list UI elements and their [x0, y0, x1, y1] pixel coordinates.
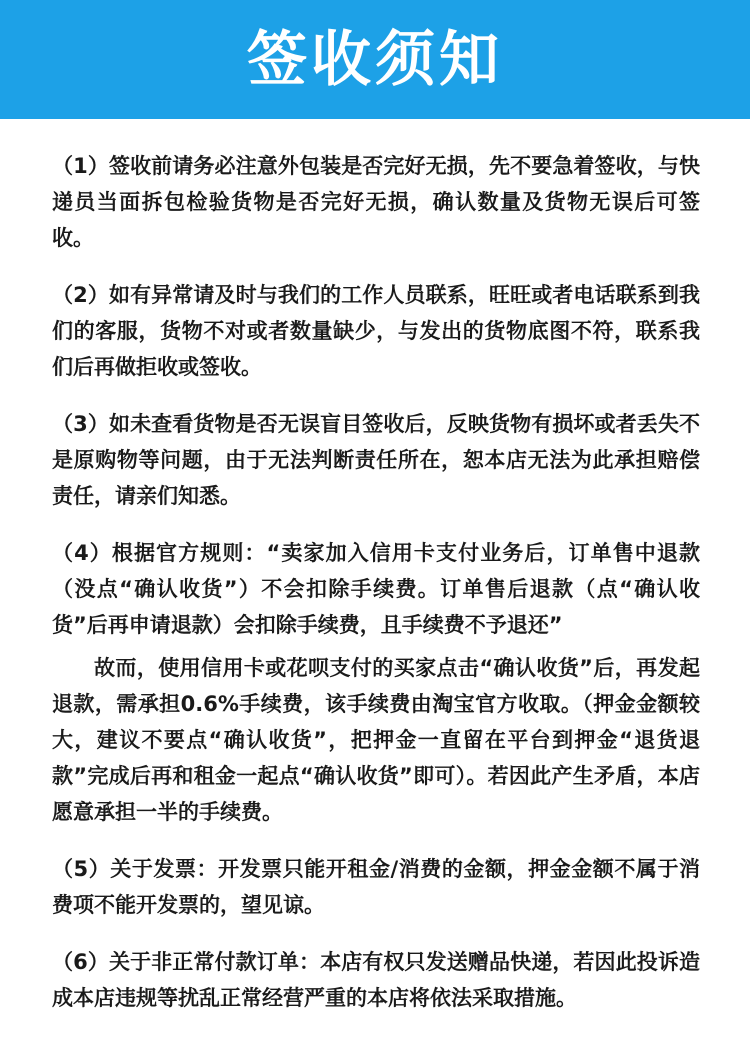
notice-item-1: （1）签收前请务必注意外包装是否完好无损，先不要急着签收，与快递员当面拆包检验货物是否完好无损，确认数量及货物无误后可签收。: [52, 154, 700, 250]
notice-item-6: （6）关于非正常付款订单：本店有权只发送赠品快递，若因此投诉造成本店违规等扰乱正常经营严重的本店将依法采取措施。: [52, 950, 700, 1010]
notice-item-3: （3）如未查看货物是否无误盲目签收后，反映货物有损坏或者丢失不是原购物等问题，由于无法判断责任所在，恕本店无法为此承担赔偿责任，请亲们知悉。: [52, 412, 700, 508]
notice-item-5: （5）关于发票：开发票只能开租金/消费的金额，押金金额不属于消费项不能开发票的，望见谅。: [52, 857, 700, 917]
notice-item-2: （2）如有异常请及时与我们的工作人员联系，旺旺或者电话联系到我们的客服，货物不对或者数量缺少，与发出的货物底图不符，联系我们后再做拒收或签收。: [52, 283, 700, 379]
title-banner: [0, 0, 750, 119]
page-title: 签收须知: [247, 24, 503, 95]
notice-item-4: （4）根据官方规则：“卖家加入信用卡支付业务后，订单售中退款（没点“确认收货”）不会扣除手续费。订单售后退款（点“确认收货”后再申请退款）会扣除手续费，且手续费不予退还”: [52, 541, 700, 637]
notice-item-4-continuation: 故而，使用信用卡或花呗支付的买家点击“确认收货”后，再发起退款，需承担0.6%手续费，该手续费由淘宝官方收取。（押金金额较大，建议不要点“确认收货”，把押金一直留在平台到押金“退货退款”完成后再和租金一起点“确认收货”即可）。若因此产生矛盾，本店愿意承担一半的手续费。: [52, 656, 700, 824]
notice-body: [52, 148, 700, 1037]
